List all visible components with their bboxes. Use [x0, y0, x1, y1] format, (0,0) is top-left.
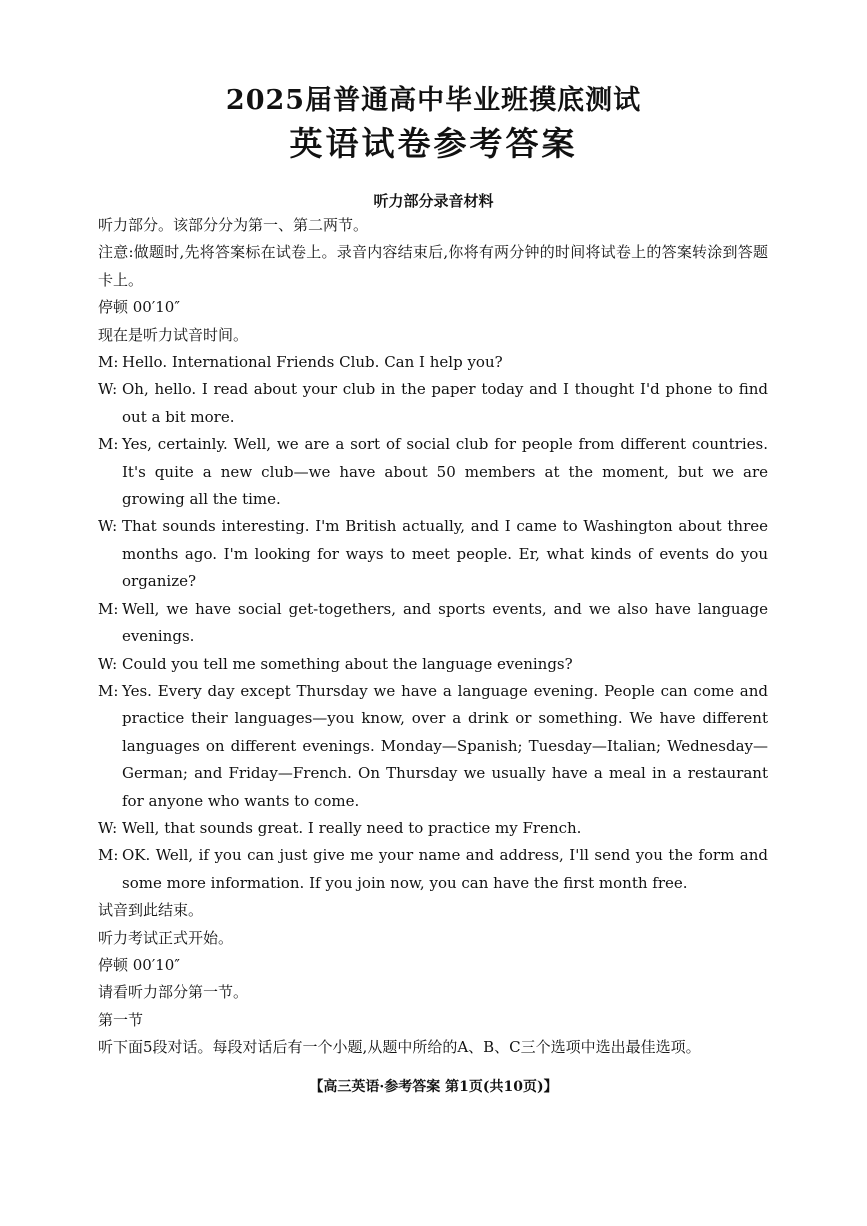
speaker-label: M:	[98, 435, 119, 454]
dialogue-text: Well, that sounds great. I really need to practice my French.	[122, 818, 582, 837]
pause-note: 停顿 00′10″	[98, 955, 180, 974]
section1-heading: 第一节	[98, 1010, 144, 1029]
speaker-label: W:	[98, 380, 118, 399]
dialogue-turn	[98, 349, 768, 376]
intro-line: 听力部分。该部分分为第一、第二两节。	[98, 216, 369, 234]
pause-note: 停顿 00′10″	[98, 298, 180, 317]
dialogue-turn	[98, 815, 768, 842]
dialogue-text: Well, we have social get-togethers, and sports events, and we also have language evenings.	[122, 599, 768, 646]
dialogue-text: Hello. International Friends Club. Can I help you?	[122, 353, 503, 372]
dialogue-text: Yes. Every day except Thursday we have a language evening. People can come and practice their languages—you know, over a drink or something. We have different languages on different evenings. Monday—Spanish; Tuesday—Italian; Wednesday—German; and Friday—French. On Thursday we usually have a meal in a restaurant for anyone who wants to come.	[122, 681, 768, 810]
dialogue-text: That sounds interesting. I'm British actually, and I came to Washington about three months ago. I'm looking for ways to meet people. Er, what kinds of events do you organize?	[122, 517, 768, 591]
exam-start-note: 听力考试正式开始。	[98, 928, 234, 947]
dialogue-turn	[98, 596, 768, 651]
dialogue-turn	[98, 431, 768, 513]
dialogue-turn	[98, 513, 768, 595]
dialogue-text: Oh, hello. I read about your club in the paper today and I thought I'd phone to find out a bit more.	[122, 380, 768, 426]
dialogue-turn	[98, 842, 768, 897]
section1-prompt: 请看听力部分第一节。	[98, 983, 249, 1002]
speaker-label: W:	[98, 517, 118, 536]
exam-title: 2025届普通高中毕业班摸底测试	[225, 85, 642, 116]
dialogue-turn	[98, 678, 768, 815]
dialogue-turn	[98, 651, 768, 678]
trial-start-note: 现在是听力试音时间。	[98, 325, 249, 344]
trial-end-note: 试音到此结束。	[98, 901, 204, 920]
dialogue-turn	[98, 376, 768, 431]
dialogue-text: Yes, certainly. Well, we are a sort of social club for people from different countries. It's quite a new club—we have about 50 members at the moment, but we are growing all the time.	[122, 435, 768, 509]
speaker-label: M:	[98, 846, 119, 865]
page-footer: 【高三英语·参考答案 第1页(共10页)】	[309, 1079, 558, 1095]
dialogue-text: OK. Well, if you can just give me your name and address, I'll send you the form and some more information. If you join now, you can have the first month free.	[122, 846, 768, 892]
answer-key-title: 英语试卷参考答案	[289, 124, 578, 163]
section-title: 听力部分录音材料	[373, 192, 494, 210]
speaker-label: M:	[98, 681, 119, 700]
intro-note: 注意:做题时,先将答案标在试卷上。录音内容结束后,你将有两分钟的时间将试卷上的答案转涂到答题卡上。	[98, 243, 768, 289]
speaker-label: W:	[98, 818, 118, 837]
speaker-label: M:	[98, 353, 119, 372]
dialogue-text: Could you tell me something about the language evenings?	[122, 654, 573, 673]
speaker-label: M:	[98, 599, 119, 618]
transcript-body	[98, 212, 768, 1062]
section1-instruction: 听下面5段对话。每段对话后有一个小题,从题中所给的A、B、C三个选项中选出最佳选项。	[98, 1038, 701, 1057]
speaker-label: W:	[98, 654, 118, 673]
